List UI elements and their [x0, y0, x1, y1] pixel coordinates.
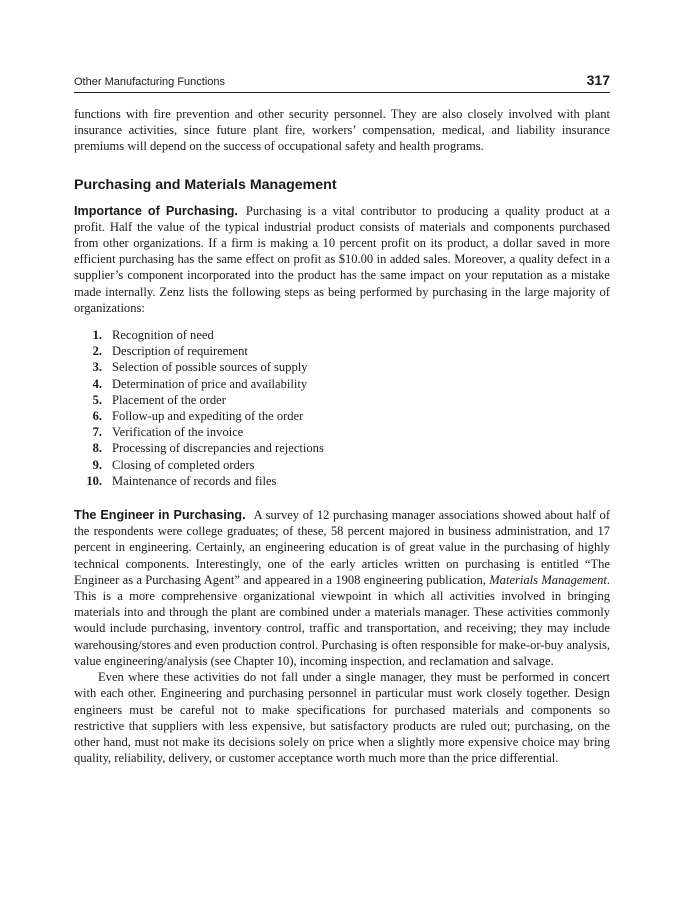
running-header	[74, 68, 610, 93]
step-number: 4.	[92, 376, 102, 391]
list-item	[74, 440, 610, 456]
step-text: Maintenance of records and files	[112, 473, 277, 488]
step-text: Follow-up and expediting of the order	[112, 409, 304, 424]
intro-paragraph: functions with fire prevention and other security personnel. They are also closely involved with plant insurance activities, since future plant fire, workers’ compensation, medical, and liability insurance premiums will depend on the success of occupational safety and health programs.	[74, 107, 610, 154]
engineer-text-after-title: . This is a more comprehensive organizational viewpoint in which all activities involved in bringing materials into and through the plant are combined under a materials manager. These activities commonly would include purchasing, inventory control, traffic and transportation, and receiving; they may include warehousing/stores and even production control. Purchasing is often responsible for make-or-buy analysis, value engineering/analysis (see Chapter 10), incoming inspection, and reclamation and salvage.	[74, 572, 611, 668]
list-item	[74, 376, 610, 392]
list-item	[74, 343, 610, 359]
step-text: Verification of the invoice	[112, 425, 244, 440]
importance-heading: Importance of Purchasing.	[74, 203, 238, 218]
step-text: Description of requirement	[112, 344, 248, 359]
book-page	[74, 68, 610, 766]
step-number: 3.	[92, 360, 102, 375]
page-number: 317	[586, 72, 610, 88]
section-title: Purchasing and Materials Management	[74, 176, 337, 193]
step-number: 2.	[92, 344, 102, 359]
step-number: 9.	[92, 457, 102, 472]
step-number: 5.	[92, 392, 102, 407]
running-title: Other Manufacturing Functions	[74, 76, 226, 88]
list-item	[74, 408, 610, 424]
step-text: Determination of price and availability	[112, 376, 308, 391]
list-item	[74, 457, 610, 473]
publication-title: Materials Management	[489, 572, 607, 587]
step-text: Processing of discrepancies and rejections	[112, 441, 324, 456]
list-item	[74, 473, 610, 489]
step-number: 1.	[92, 328, 102, 343]
step-number: 10.	[86, 473, 102, 488]
step-number: 6.	[92, 409, 102, 424]
engineer-heading: The Engineer in Purchasing.	[74, 508, 246, 523]
list-item	[74, 359, 610, 375]
engineer-paragraph	[74, 507, 610, 669]
list-item	[74, 392, 610, 408]
step-number: 7.	[92, 425, 102, 440]
step-text: Recognition of need	[112, 328, 214, 343]
importance-paragraph	[74, 203, 610, 316]
step-text: Closing of completed orders	[112, 457, 255, 472]
engineer-text-before-title: A survey of 12 purchasing manager associations showed about half of the respondents were college graduates; of these, 58 percent majored in business administration, and 17 percent in engineering. Certainly, an engineering education is of great value in the purchasing of highly technical components. Interestingly, one of the early articles written on purchasing is entitled “The Engineer as a Purchasing Agent” and appeared in a 1908 engineering publication,	[74, 508, 611, 587]
step-text: Placement of the order	[112, 392, 226, 407]
list-item	[74, 424, 610, 440]
list-item	[74, 327, 610, 343]
purchasing-steps-list	[74, 327, 610, 489]
step-text: Selection of possible sources of supply	[112, 360, 308, 375]
step-number: 8.	[92, 441, 102, 456]
engineer-paragraph-2: Even where these activities do not fall under a single manager, they must be performed in concert with each other. Engineering and purchasing personnel in particular must work closely together. Design engineers must be careful not to make specifications for purchased materials and components so restrictive that suppliers with less expensive, but satisfactory products are ruled out; purchasing, on the other hand, must not make its decisions solely on price when a slightly more expensive choice may bring quality, reliability, delivery, or customer acceptance worth much more than the price differential.	[74, 670, 610, 766]
importance-text: Purchasing is a vital contributor to producing a quality product at a profit. Half the value of the typical industrial product consists of materials and components purchased from other organizations. If a firm is making a 10 percent profit on its product, a dollar saved in more efficient purchasing has the same effect on profit as $10.00 in added sales. Moreover, a quality defect in a supplier’s component incorporated into the product has the same impact on your reputation as a mistake made internally. Zenz lists the following steps as being performed by purchasing in the large majority of organizations:	[74, 203, 611, 315]
